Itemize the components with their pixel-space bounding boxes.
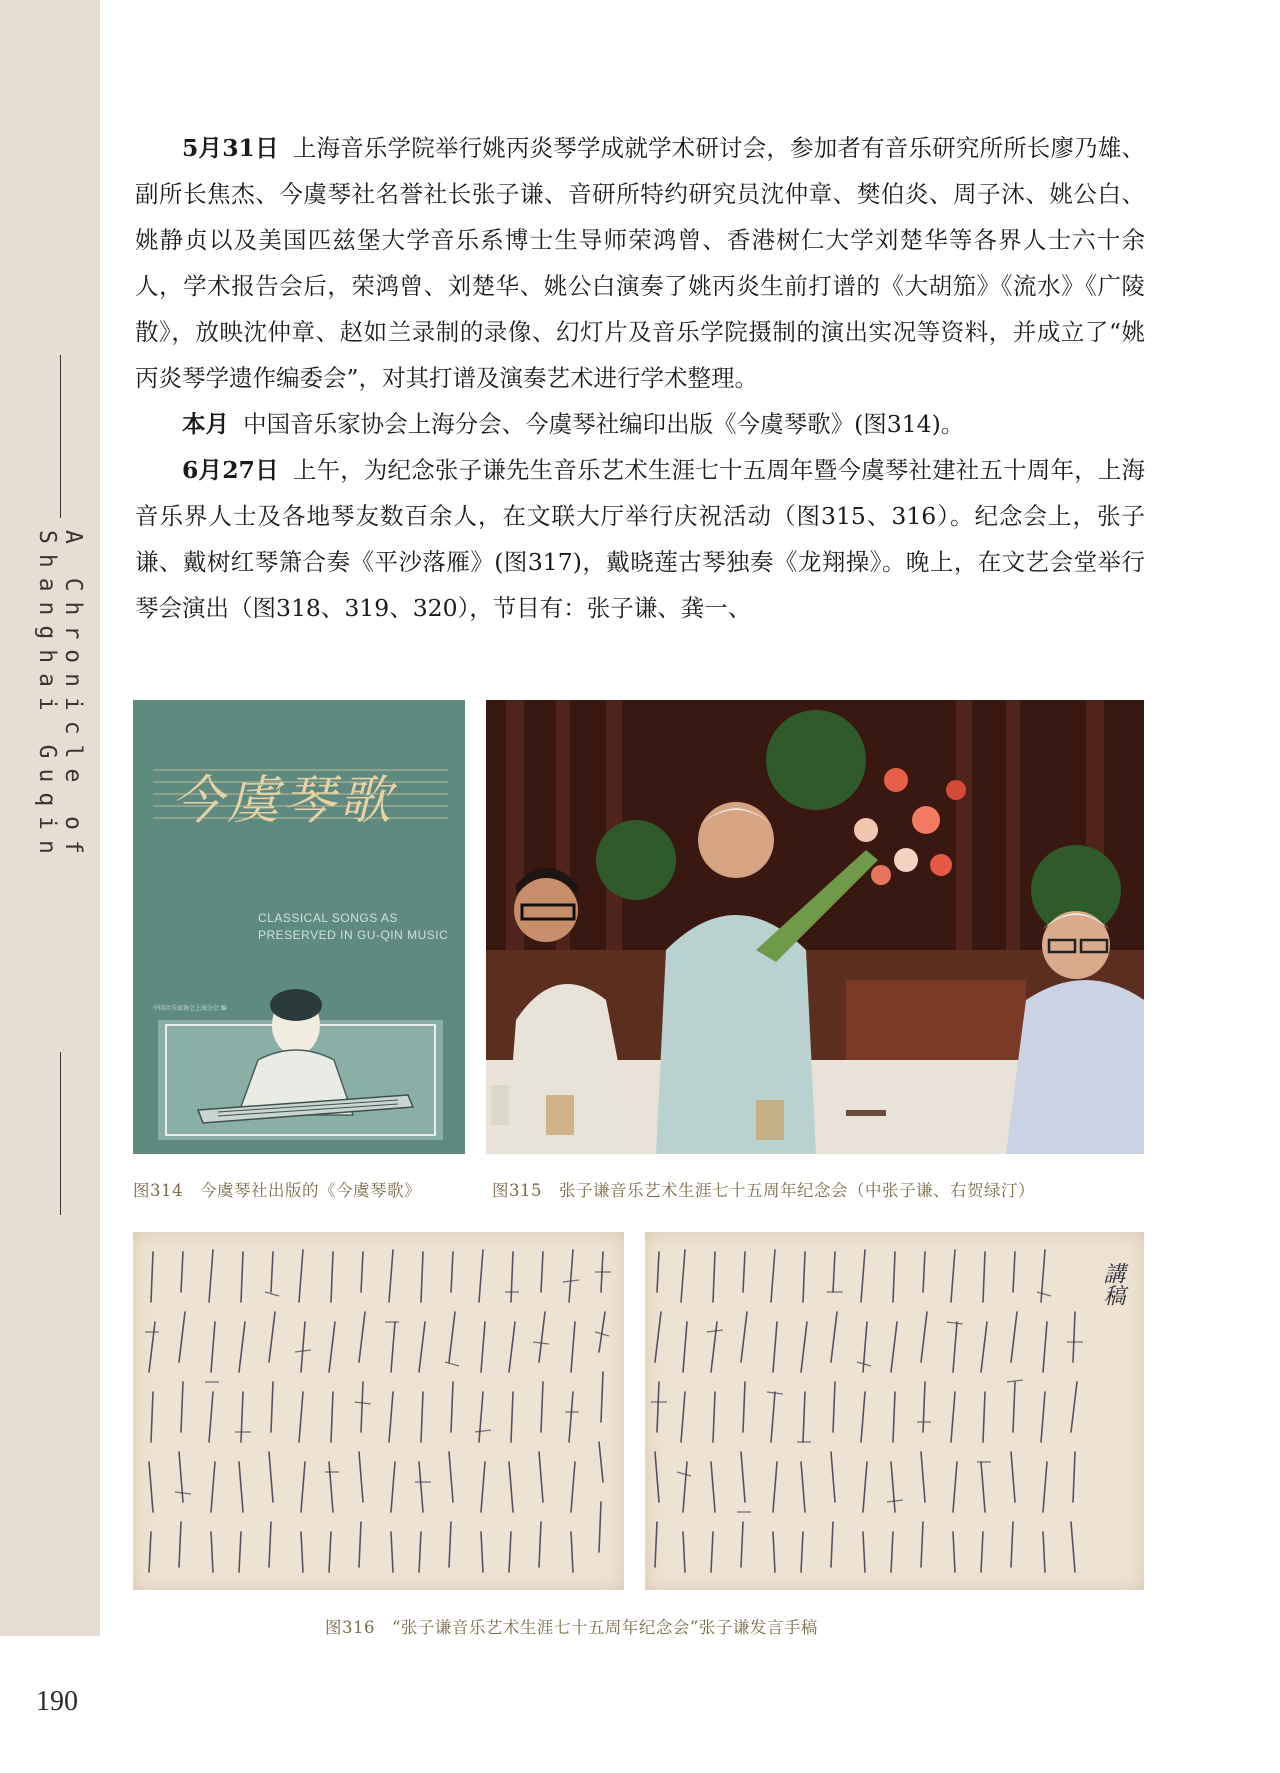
figure-314-caption: 图314 今虞琴社出版的《今虞琴歌》	[133, 1181, 421, 1200]
manuscript-page-left	[133, 1232, 624, 1590]
figure-316-manuscript	[133, 1232, 1144, 1590]
entry-date: 5月31日	[182, 134, 279, 162]
manuscript-heading: 講稿	[1100, 1262, 1125, 1306]
entry-this-month	[135, 401, 1145, 447]
entry-text: 中国音乐家协会上海分会、今虞琴社编印出版《今虞琴歌》(图314)。	[243, 410, 965, 438]
entry-text: 上海音乐学院举行姚丙炎琴学成就学术研讨会，参加者有音乐研究所所长廖乃雄、副所长焦杰、今虞琴社名誉社长张子谦、音研所特约研究员沈仲章、樊伯炎、周子沐、姚公白、姚静贞以及美国匹兹堡大学音乐系博士生导师荣鸿曾、香港树仁大学刘楚华等各界人士六十余人，学术报告会后，荣鸿曾、刘楚华、姚公白演奏了姚丙炎生前打谱的《大胡笳》《流水》《广陵散》，放映沈仲章、赵如兰录制的录像、幻灯片及音乐学院摄制的演出实况等资料，并成立了“姚丙炎琴学遗作编委会”，对其打谱及演奏艺术进行学术整理。	[135, 134, 1146, 392]
cover-subtitle: CLASSICAL SONGS AS PRESERVED IN GU-QIN MUSIC	[258, 911, 449, 942]
page-number: 190	[36, 1686, 78, 1717]
entry-may-31	[135, 125, 1145, 401]
cover-title: 今虞琴歌	[171, 771, 396, 831]
sidebar-rule-top	[60, 355, 61, 518]
event-photo-illustration	[486, 700, 1144, 1154]
sidebar-running-title	[34, 355, 86, 1215]
entry-date: 本月	[182, 410, 229, 438]
cover-guqin-player-illustration	[158, 985, 443, 1140]
handwriting-strokes-right	[645, 1232, 1144, 1590]
figure-314-book-cover	[133, 700, 465, 1154]
sidebar-title-text: A Chronicle of Shanghai Guqin	[34, 529, 86, 864]
figure-315-caption: 图315 张子谦音乐艺术生涯七十五周年纪念会（中张子谦、右贺绿汀）	[492, 1181, 1035, 1200]
cover-publisher: 中国音乐家协会上海分会 编	[153, 1006, 227, 1012]
manuscript-page-right	[645, 1232, 1144, 1590]
chronicle-body	[135, 125, 1145, 631]
figure-315-event-photo	[486, 700, 1144, 1154]
entry-june-27	[135, 447, 1145, 631]
figure-316-caption: 图316 “张子谦音乐艺术生涯七十五周年纪念会”张子谦发言手稿	[325, 1618, 818, 1637]
entry-text: 上午，为纪念张子谦先生音乐艺术生涯七十五周年暨今虞琴社建社五十周年，上海音乐界人士及各地琴友数百余人，在文联大厅举行庆祝活动（图315、316）。纪念会上，张子谦、戴树红琴箫合奏《平沙落雁》(图317)，戴晓莲古琴独奏《龙翔操》。晚上，在文艺会堂举行琴会演出（图318、319、320），节目有：张子谦、龚一、	[135, 456, 1146, 622]
sidebar-rule-bottom	[60, 1052, 61, 1215]
entry-date: 6月27日	[182, 456, 279, 484]
handwriting-strokes-left	[133, 1232, 624, 1590]
